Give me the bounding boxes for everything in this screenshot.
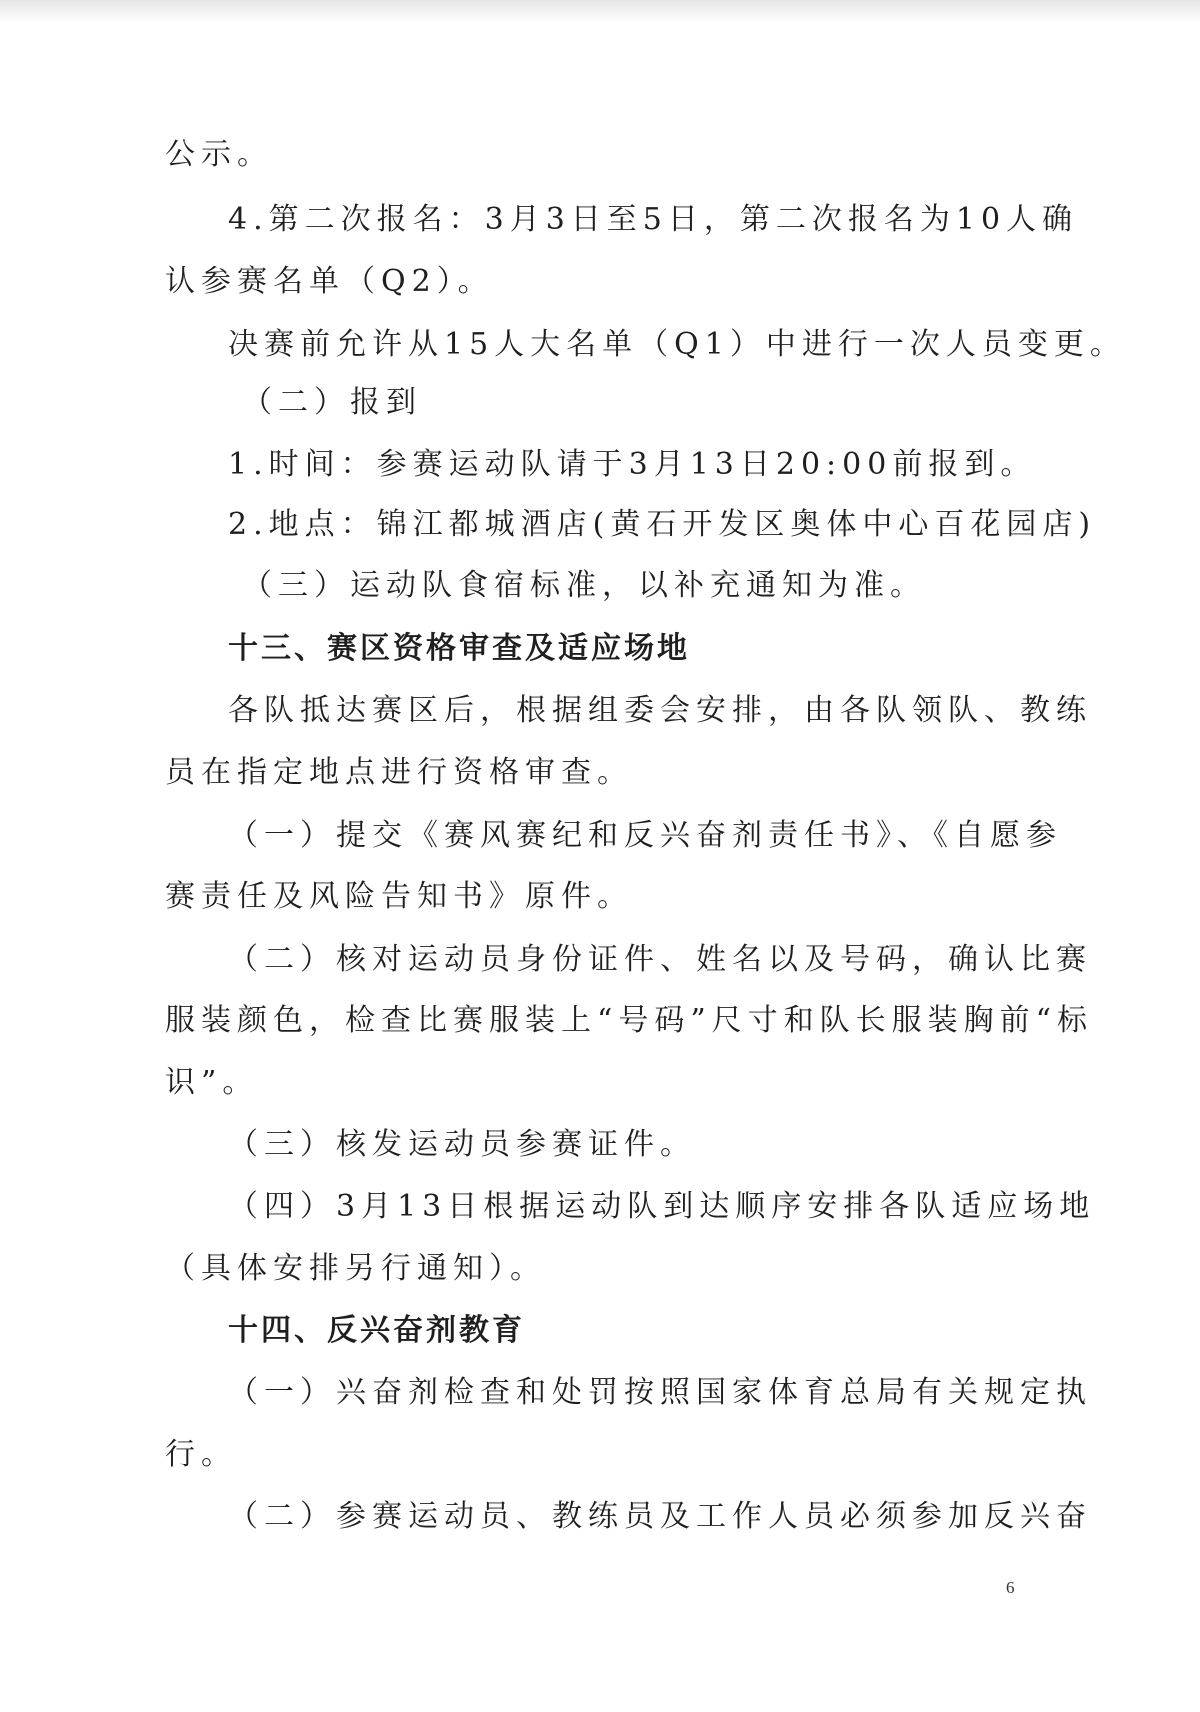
line-15: 识”。	[165, 1065, 259, 1100]
line-6: 1.时间：参赛运动队请于3月13日20:00前报到。	[228, 447, 1037, 482]
line-14: 服装颜色，检查比赛服装上“号码”尺寸和队长服装胸前“标	[165, 1003, 1094, 1038]
line-16: （三）核发运动员参赛证件。	[228, 1127, 696, 1162]
line-20: 行。	[165, 1437, 237, 1472]
line-1: 公示。	[165, 137, 273, 172]
line-11: （一）提交《赛风赛纪和反兴奋剂责任书》、《自愿参	[228, 818, 1062, 853]
line-21: （二）参赛运动员、教练员及工作人员必须参加反兴奋	[228, 1499, 1092, 1534]
section-heading-14: 十四、反兴奋剂教育	[228, 1313, 525, 1348]
line-8: （三）运动队食宿标准，以补充通知为准。	[242, 568, 926, 603]
line-17: （四）3月13日根据运动队到达顺序安排各队适应场地	[228, 1189, 1096, 1224]
line-3: 认参赛名单（Q2）。	[165, 264, 494, 299]
line-18: （具体安排另行通知）。	[165, 1251, 546, 1286]
line-4: 决赛前允许从15人大名单（Q1）中进行一次人员变更。	[228, 327, 1126, 362]
line-9: 各队抵达赛区后，根据组委会安排，由各队领队、教练	[228, 693, 1092, 728]
scan-edge	[0, 0, 1200, 22]
line-10: 员在指定地点进行资格审查。	[165, 755, 633, 790]
line-19: （一）兴奋剂检查和处罚按照国家体育总局有关规定执	[228, 1375, 1092, 1410]
line-7: 2.地点：锦江都城酒店(黄石开发区奥体中心百花园店)	[228, 507, 1097, 542]
line-2: 4.第二次报名：3月3日至5日，第二次报名为10人确	[228, 202, 1079, 237]
line-12: 赛责任及风险告知书》原件。	[165, 879, 633, 914]
line-13: （二）核对运动员身份证件、姓名以及号码，确认比赛	[228, 942, 1092, 977]
line-5: （二）报到	[242, 385, 422, 420]
section-heading-13: 十三、赛区资格审查及适应场地	[228, 631, 690, 666]
page-number: 6	[1006, 1578, 1015, 1597]
